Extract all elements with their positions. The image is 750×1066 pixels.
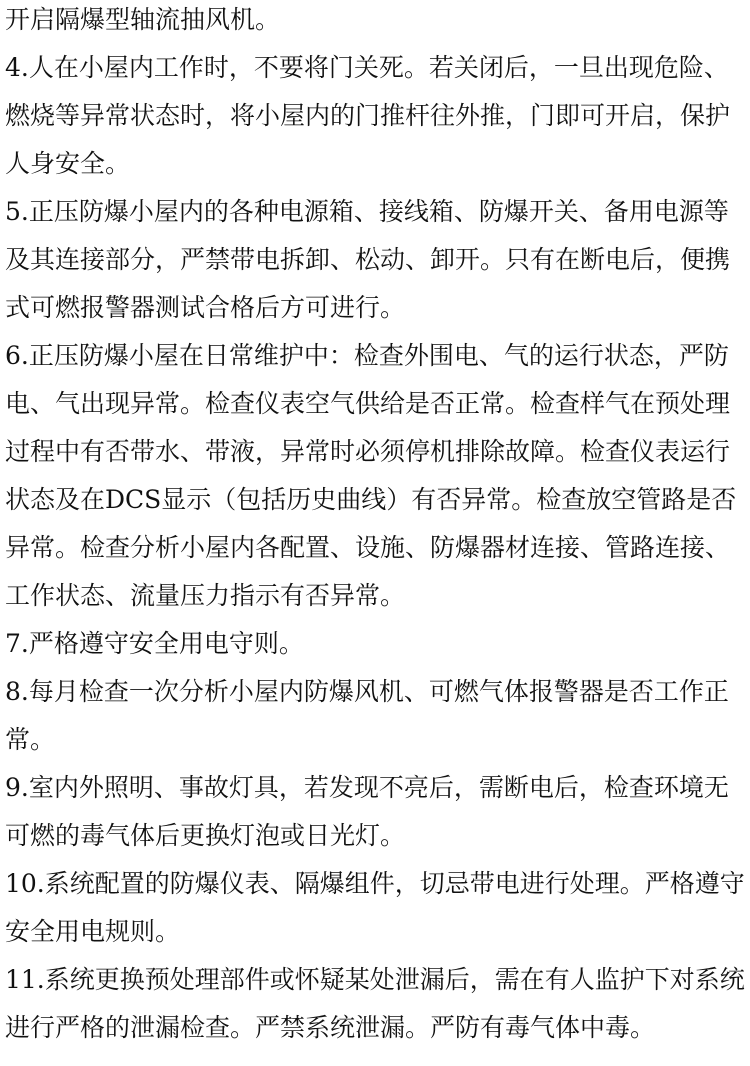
text-line-5: 5.正压防爆小屋内的各种电源箱、接线箱、防爆开关、备用电源等 <box>5 197 729 226</box>
text-line-11: 状态及在DCS显示（包括历史曲线）有否异常。检查放空管路是否 <box>5 485 737 514</box>
text-line-14: 7.严格遵守安全用电守则。 <box>5 629 304 658</box>
text-line-16: 常。 <box>5 725 56 754</box>
text-line-22: 进行严格的泄漏检查。严禁系统泄漏。严防有毒气体中毒。 <box>5 1013 656 1042</box>
text-line-9: 电、气出现异常。检查仪表空气供给是否正常。检查样气在预处理 <box>5 389 731 418</box>
text-line-15: 8.每月检查一次分析小屋内防爆风机、可燃气体报警器是否工作正 <box>5 677 729 706</box>
text-line-13: 工作状态、流量压力指示有否异常。 <box>5 581 406 610</box>
text-line-19: 10.系统配置的防爆仪表、隔爆组件，切忌带电进行处理。严格遵守 <box>5 869 745 898</box>
text-line-10: 过程中有否带水、带液，异常时必须停机排除故障。检查仪表运行 <box>5 437 731 466</box>
text-line-7: 式可燃报警器测试合格后方可进行。 <box>5 293 406 322</box>
text-line-4: 人身安全。 <box>5 149 131 178</box>
text-line-2: 4.人在小屋内工作时，不要将门关死。若关闭后，一旦出现危险、 <box>5 53 729 82</box>
text-line-6: 及其连接部分，严禁带电拆卸、松动、卸开。只有在断电后，便携 <box>5 245 731 274</box>
text-line-12: 异常。检查分析小屋内各配置、设施、防爆器材连接、管路连接、 <box>5 533 731 562</box>
text-line-20: 安全用电规则。 <box>5 917 181 946</box>
text-line-18: 可燃的毒气体后更换灯泡或日光灯。 <box>5 821 406 850</box>
text-line-21: 11.系统更换预处理部件或怀疑某处泄漏后，需在有人监护下对系统 <box>5 965 745 994</box>
text-line-3: 燃烧等异常状态时，将小屋内的门推杆往外推，门即可开启，保护 <box>5 101 731 130</box>
text-line-17: 9.室内外照明、事故灯具，若发现不亮后，需断电后，检查环境无 <box>5 773 729 802</box>
text-line-8: 6.正压防爆小屋在日常维护中：检查外围电、气的运行状态，严防 <box>5 341 729 370</box>
text-line-1: 开启隔爆型轴流抽风机。 <box>5 5 281 34</box>
